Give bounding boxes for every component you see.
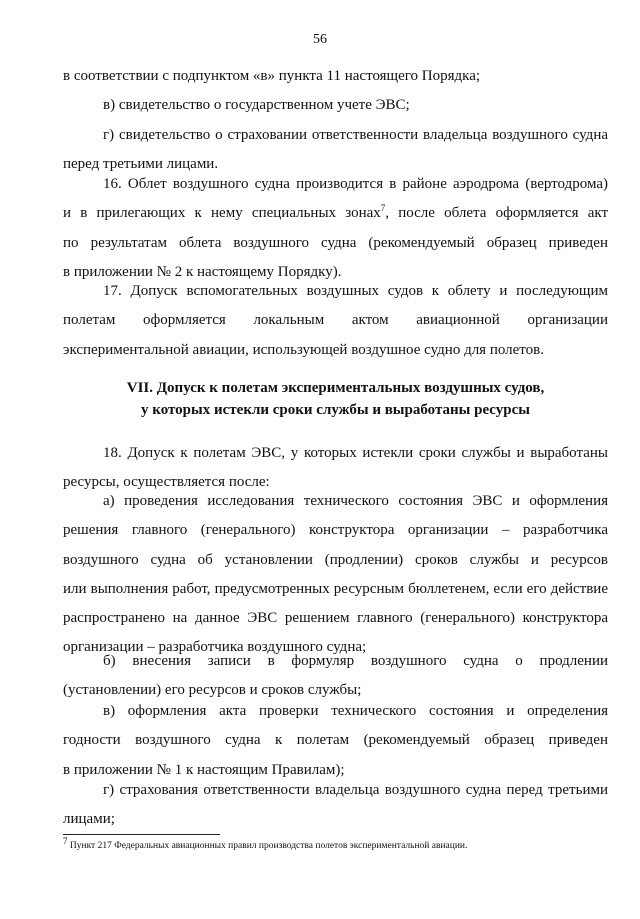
paragraph-item-v [63, 91, 608, 120]
text-line: 18. Допуск к полетам ЭВС, у которых истекли сроки службы и выработаны [103, 445, 608, 461]
heading-line: VII. Допуск к полетам экспериментальных воздушных судов, [126, 380, 545, 396]
text-line: г) страхования ответственности владельца воздушного судна перед третьими [103, 782, 608, 798]
text-line: в приложении № 2 к настоящему Порядку). [63, 263, 342, 280]
section-heading [63, 377, 608, 421]
text-line [63, 199, 608, 228]
text-line: г) свидетельство о страховании ответственности владельца воздушного судна [103, 127, 608, 143]
paragraph-18-v [63, 697, 608, 785]
text-line: 16. Облет воздушного судна производится в районе аэродрома (вертодрома) [103, 176, 608, 192]
text-line: ресурсы, осуществляется после: [63, 474, 270, 491]
footnote-divider [63, 834, 220, 835]
text-line: перед третьими лицами. [63, 156, 219, 173]
footnote-text: Пункт 217 Федеральных авиационных правил производства полетов экспериментальной авиации. [67, 841, 468, 851]
paragraph-18-a [63, 487, 608, 663]
footnote-ref: 7 [380, 203, 386, 214]
text-line: в) свидетельство о государственном учете ЭВС; [103, 97, 410, 113]
text-line: по результатам облета воздушного судна (рекомендуемый образец приведен [63, 234, 608, 251]
paragraph-17 [63, 277, 608, 365]
paragraph-16 [63, 170, 608, 287]
heading-line: у которых истекли сроки службы и выработаны ресурсы [141, 402, 530, 418]
text-line: годности воздушного судна к полетам (рекомендуемый образец приведен [63, 732, 608, 749]
text-line: организации – разработчика воздушного судна; [63, 639, 367, 656]
text-line: лицами; [63, 811, 115, 828]
text-fragment: и в прилегающих к нему специальных зонах [63, 205, 381, 222]
text-line: или выполнения работ, предусмотренных ресурсным бюллетенем, если его действие [63, 580, 608, 597]
page-number: 56 [313, 32, 327, 47]
footnote-mark: 7 [63, 835, 68, 846]
text-line: (установлении) его ресурсов и сроков службы; [63, 682, 362, 699]
text-line: решения главного (генерального) конструктора организации – разработчика [63, 522, 608, 539]
paragraph-continuation [63, 62, 608, 91]
paragraph-18-g [63, 776, 608, 835]
text-line: распространено на данное ЭВС решением главного (генерального) конструктора [63, 610, 608, 627]
text-fragment: , после облета оформляется акт [385, 205, 608, 222]
footnote [63, 835, 608, 852]
text-line: а) проведения исследования технического состояния ЭВС и оформления [103, 493, 608, 509]
text-line: б) внесения записи в формуляр воздушного судна о продлении [103, 653, 608, 669]
text-line: экспериментальной авиации, использующей воздушное судно для полетов. [63, 341, 544, 358]
text-line: воздушного судна об установлении (продлении) сроков службы и ресурсов [63, 551, 608, 568]
text-line: в) оформления акта проверки технического состояния и определения [103, 703, 608, 719]
text-line: в соответствии с подпунктом «в» пункта 11 настоящего Порядка; [63, 68, 481, 84]
text-line: в приложении № 1 к настоящим Правилам); [63, 761, 345, 778]
text-line: 17. Допуск вспомогательных воздушных судов к облету и последующим [103, 283, 608, 299]
text-line: полетам оформляется локальным актом авиационной организации [63, 312, 608, 329]
